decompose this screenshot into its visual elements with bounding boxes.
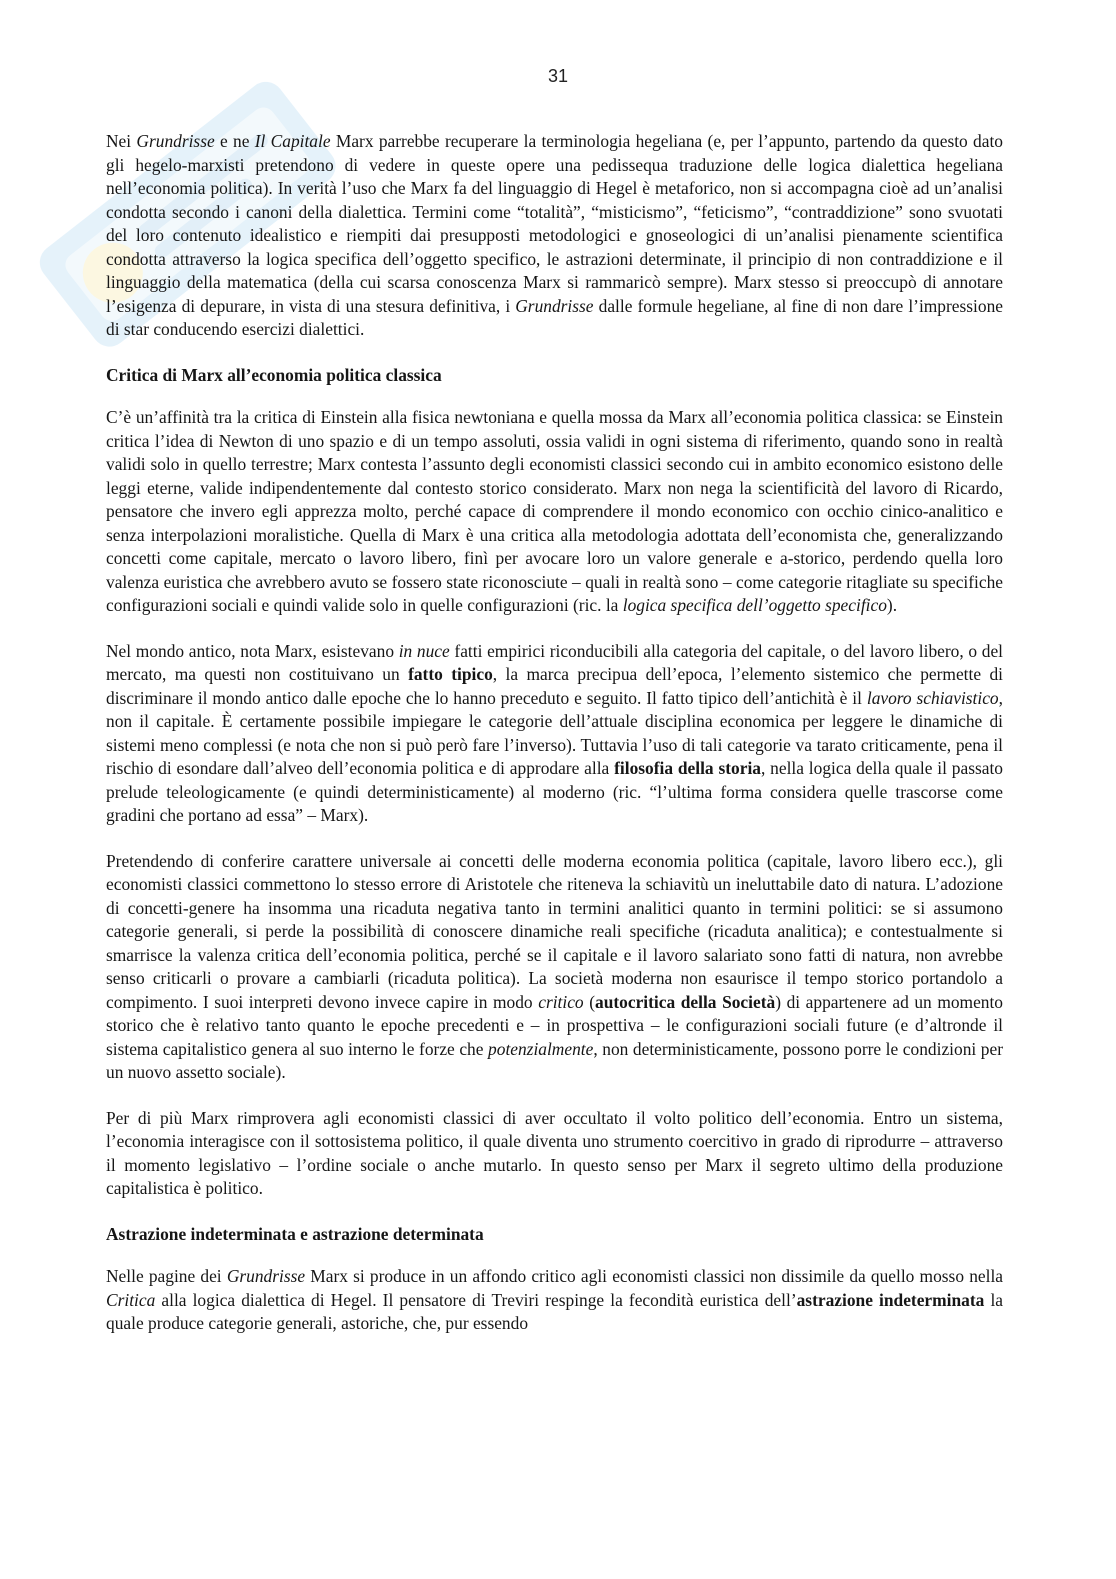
text-run: C’è un’affinità tra la critica di Einstein alla fisica newtoniana e quella mossa da Marx all’economia politica classica: se Einstein critica l’idea di Newton di uno spazio e di un tempo assoluti, ossia validi in ogni sistema di riferimento, quando sono in realtà validi solo in quello terrestre; Marx contesta l’assunto degli economisti classici secondo cui in ambito economico esistono delle leggi eterne, valide indipendentemente dal contesto storico considerato. Marx non nega la scientificità del lavoro di Ricardo, pensatore che invero egli apprezza molto, perché capace di comprendere il mondo economico con occhio cinico-analitico e senza interpolazioni moralistiche. Quella di Marx è una critica alla metodologia adottata dell’economista che, generalizzando concetti come capitale, mercato o lavoro libero, finì per avocare loro un valore generale e a-storico, perdendo quella loro valenza euristica che avrebbero avuto se fossero state riconosciute – quali in realtà sono – come categorie ritagliate su specifiche configurazioni sociali e quindi valide solo in quelle configurazioni (ric. la [106,407,1003,615]
italic-text: Grundrisse [226,1266,306,1286]
text-run: Pretendendo di conferire carattere universale ai concetti delle moderna economia politica (capitale, lavoro libero ecc.), gli economisti classici commettono lo stesso errore di Aristotele che riteneva la schiavitù un ineluttabile dato di natura. L’adozione di concetti-genere ha insomma una ricaduta negativa tanto in termini analitici quanto in termini politici: se si assumono categorie generali, si perde la possibilità di conoscere dinamiche reali specifiche (ricaduta analitica); e contestualmente si smarrisce la valenza critica dell’economia politica, perché se il capitale e il lavoro salariato sono fatti di natura, non avrebbe senso criticarli o provare a cambiarli (ricaduta politica). La società moderna non esaurisce il tempo storico portandolo a compimento. I suoi interpreti devono invece capire in modo [106,850,1003,1012]
italic-text: Grundrisse [136,131,215,151]
text-run: e ne [214,131,255,151]
section-heading-2 [106,1223,1003,1247]
paragraph-4 [106,850,1003,1085]
text-run: Marx si produce in un affondo critico agli economisti classici non dissimile da quello mosso nella [305,1266,1003,1286]
bold-text: astrazione indeterminata [796,1289,985,1310]
paragraph-3 [106,640,1003,828]
bold-text: autocritica della Società [595,991,776,1012]
italic-text: logica specifica dell’oggetto specifico [622,595,887,615]
bold-text: fatto tipico [408,664,493,684]
text-run: , non il capitale. È certamente possibile impiegare le categorie dell’attuale disciplina economica per leggere le dinamiche di sistemi meno complessi (e nota che non si può però fare l’inverso). Tuttavia l’uso di tali categorie va tarato criticamente, pena il rischio di esondare dall’alveo dell’economia politica e di approdare alla [106,687,1003,778]
italic-text: Grundrisse [515,295,594,316]
text-run: ). [886,595,898,615]
paragraph-5 [106,1107,1003,1201]
italic-text: Critica [106,1289,156,1310]
italic-text: in nuce [398,640,450,661]
text-run: ( [583,991,595,1012]
italic-text: critico [538,991,584,1012]
text-run: la quale produce categorie generali, astoriche, che, pur essendo [106,1289,1003,1333]
text-run: fatti empirici riconducibili alla categoria del capitale, o del lavoro libero, o del mercato, ma questi non costituivano un [106,640,1003,684]
document-body [106,130,1003,1358]
text-run: dalle formule hegeliane, al fine di non dare l’impressione di star conducendo esercizi dialettici. [106,295,1003,339]
bold-text: filosofia della storia [614,758,761,778]
text-run: , la marca precipua dell’epoca, l’elemento sistemico che permette di discriminare il mondo antico dalle epoche che lo hanno preceduto e seguito. Il fatto tipico dell’antichità è il [106,664,1003,708]
italic-text: Il Capitale [254,131,331,151]
text-run: , non deterministicamente, possono porre le condizioni per un nuovo assetto sociale). [106,1038,1003,1082]
text-run: Per di più Marx rimprovera agli economisti classici di aver occultato il volto politico dell’economia. Entro un sistema, l’economia interagisce con il sottosistema politico, il quale diventa uno strumento coercitivo in grado di riprodurre – attraverso il momento legislativo – l’ordine sociale o anche mutarlo. In questo senso per Marx il segreto ultimo della produzione capitalistica è politico. [106,1107,1003,1198]
text-run: alla logica dialettica di Hegel. Il pensatore di Treviri respinge la fecondità euristica dell’ [155,1289,797,1310]
page-number: 31 [547,66,569,86]
italic-text: potenzialmente [488,1038,594,1059]
section-heading-1 [106,364,1003,388]
text-run: , nella logica della quale il passato prelude teleologicamente (e quindi deterministicamente) al moderno (ric. “l’ultima forma considera quelle trascorse come gradini che portano ad essa” – Marx). [106,758,1003,825]
text-run: Astrazione indeterminata e astrazione determinata [106,1223,484,1244]
text-run: Nei [106,131,137,151]
text-run: Nelle pagine dei [106,1266,227,1286]
paragraph-1 [106,130,1003,342]
text-run: Nel mondo antico, nota Marx, esistevano [106,640,399,661]
paragraph-6 [106,1265,1003,1336]
paragraph-2 [106,406,1003,618]
italic-text: lavoro schiavistico [866,687,999,708]
text-run: Marx parrebbe recuperare la terminologia hegeliana (e, per l’appunto, partendo da questo dato gli hegelo-marxisti pretendono di vedere in queste opere una pedissequa traduzione delle logica dialettica hegeliana nell’economia politica). In verità l’uso che Marx fa del linguaggio di Hegel è metaforico, non si accompagna cioè ad un’analisi condotta secondo i canoni della dialettica. Termini come “totalità”, “misticismo”, “feticismo”, “contraddizione” sono svuotati del loro contenuto idealistico e riempiti dai presupposti metodologici e gnoseologici di un’analisi pienamente scientifica condotta attraverso la logica specifica dell’oggetto specifico, le astrazioni determinate, il principio di non contraddizione e il linguaggio della matematica (della cui scarsa conoscenza Marx si rammaricò sempre). Marx stesso si preoccupò di annotare l’esigenza di depurare, in vista di una stesura definitiva, i [106,131,1003,316]
text-run: ) di appartenere ad un momento storico che è relativo tanto quanto le epoche precedenti e – in prospettiva – le configurazioni sociali future (e d’altronde il sistema capitalistico genera al suo interno le forze che [106,991,1004,1059]
text-run: Critica di Marx all’economia politica classica [106,364,442,385]
